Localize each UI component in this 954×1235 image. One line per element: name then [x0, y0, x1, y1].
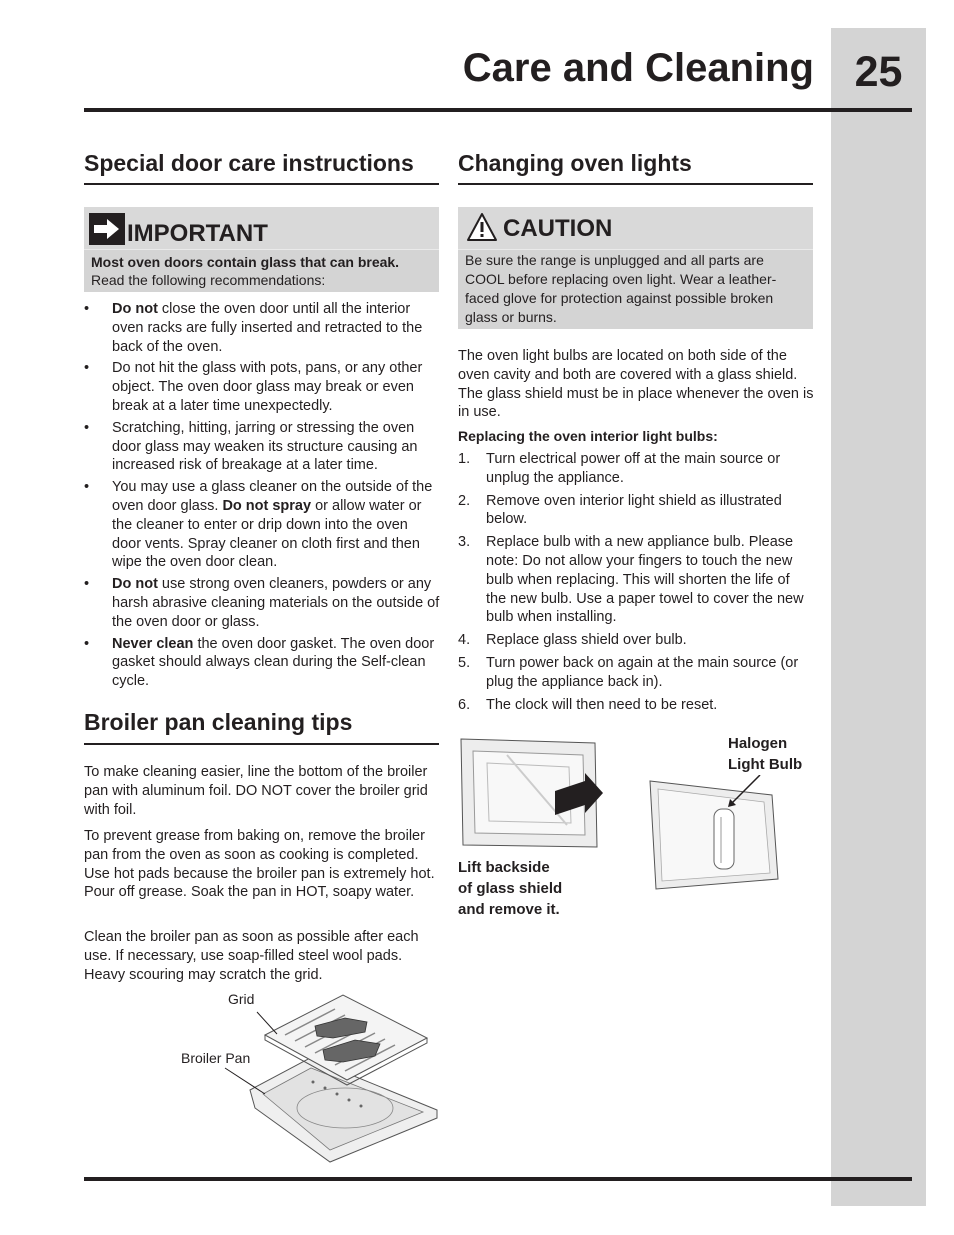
list-item: • Never clean the oven door gasket. The oven door gasket should always clean during the Self-clean cycle. — [84, 635, 435, 690]
broiler-paragraph-2: To prevent grease from baking on, remove the broiler pan from the oven as soon as cooking is completed. Use hot pads because the broiler pan is extremely hot. Pour off grease. Soak the pan in HOT, soapy water. — [84, 828, 435, 901]
broiler-paragraph-1: To make cleaning easier, line the bottom of the broiler pan with aluminum foil. DO NOT cover the broiler grid with foil. — [84, 764, 428, 818]
list-item: 1. Turn electrical power off at the main source or unplug the appliance. — [458, 451, 781, 486]
header-rule — [84, 108, 912, 112]
grid-label: Grid — [228, 991, 255, 1007]
list-item: • Do not close the oven door until all the interior oven racks are fully inserted and retracted to the back of the oven. — [84, 301, 423, 355]
list-item: 4. Replace glass shield over bulb. — [458, 632, 687, 649]
list-item: 3. Replace bulb with a new appliance bulb. Please note: Do not allow your fingers to touch the new bulb when replacing. This will shorten the life of the new bulb. Use a paper towel to cover the new bulb when installing. — [458, 534, 804, 626]
important-bold-line: Most oven doors contain glass that can break. — [91, 254, 400, 270]
list-item: • Scratching, hitting, jarring or stressing the oven door glass may weaken its structure causing an increased risk of breakage at a later time. — [84, 419, 418, 474]
list-item: 5. Turn power back on again at the main source (or plug the appliance back in). — [458, 654, 799, 690]
page-number: 25 — [854, 48, 903, 96]
halogen-label-line2: Light Bulb — [728, 756, 803, 773]
lift-label-line2: of glass shield — [458, 880, 563, 897]
caution-label: CAUTION — [503, 215, 613, 242]
broiler-heading: Broiler pan cleaning tips — [84, 709, 353, 735]
arrow-right-icon — [89, 213, 125, 245]
oven-lights-intro: The oven light bulbs are located on both side of the oven cavity and both are covered with a glass shield. The glass shield must be in place whenever the oven is in use. — [458, 348, 814, 421]
door-care-heading-rule — [84, 183, 439, 185]
broiler-paragraph-3: Clean the broiler pan as soon as possible after each use. If necessary, use soap-filled steel wool pads. Heavy scouring may scratch the grid. — [84, 929, 419, 983]
oven-lights-heading-rule — [458, 183, 813, 185]
list-item: • Do not use strong oven cleaners, powders or any harsh abrasive cleaning materials on the outside of the oven door or glass. — [84, 576, 440, 630]
lift-label-line3: and remove it. — [458, 901, 560, 918]
broiler-pan-label: Broiler Pan — [181, 1050, 251, 1066]
glass-shield-illustration — [457, 735, 605, 853]
halogen-label-line1: Halogen — [728, 735, 788, 752]
important-box — [84, 207, 439, 292]
caution-box — [458, 207, 813, 329]
bulb-steps-list — [458, 450, 810, 718]
warning-icon — [466, 212, 498, 242]
list-item: • You may use a glass cleaner on the outside of the oven door glass. Do not spray or allow water or the cleaner to enter or drip down into the oven door vents. Spray cleaner on cloth first and then wipe the oven door clean. — [84, 479, 433, 571]
important-label: IMPORTANT — [127, 220, 268, 247]
door-care-heading: Special door care instructions — [84, 150, 414, 176]
lift-label-line1: Lift backside — [458, 859, 550, 876]
steps-heading: Replacing the oven interior light bulbs: — [458, 428, 718, 444]
important-line2: Read the following recommendations: — [91, 272, 326, 288]
page-title: Care and Cleaning — [462, 46, 814, 90]
list-item: 6. The clock will then need to be reset. — [458, 696, 718, 713]
footer-rule — [84, 1177, 912, 1181]
broiler-heading-rule — [84, 743, 439, 745]
oven-lights-heading: Changing oven lights — [458, 150, 692, 176]
list-item: 2. Remove oven interior light shield as illustrated below. — [458, 492, 782, 528]
page-sidebar — [831, 28, 926, 1206]
list-item: • Do not hit the glass with pots, pans, or any other object. The oven door glass may break or even break at a later time unexpectedly. — [84, 360, 423, 414]
door-care-list — [84, 300, 440, 694]
caution-text: Be sure the range is unplugged and all parts are COOL before replacing oven light. Wear a leather-faced glove for protection against possible broken glass or burns. — [465, 252, 777, 325]
halogen-bulb-illustration — [644, 775, 784, 893]
broiler-pan-illustration — [215, 990, 445, 1168]
